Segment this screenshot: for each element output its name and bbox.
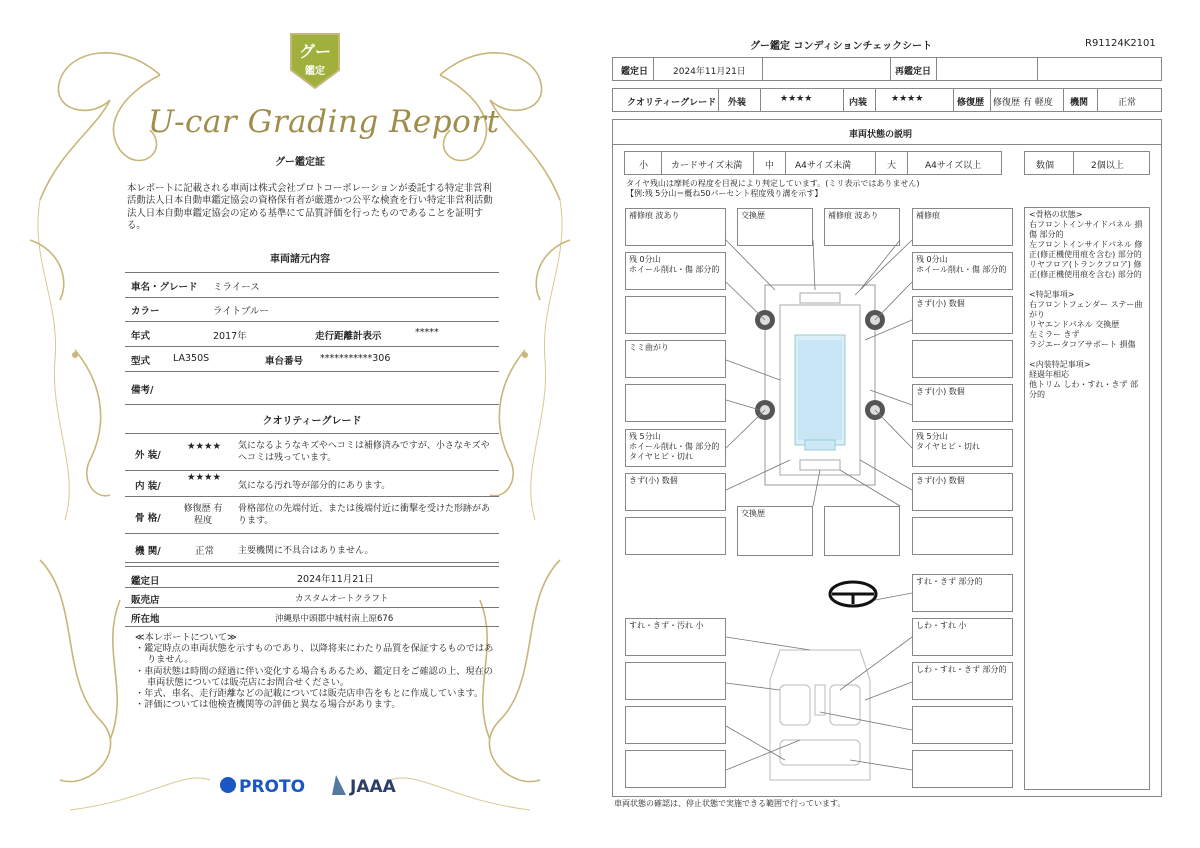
tire-note-1: タイヤ残山は摩耗の程度を目視により判定しています。(ミリ表示ではありません) xyxy=(626,179,920,188)
exterior-text: 気になるようなキズやヘコミは補修済みですが、小さなキズやヘコミは残っています。 xyxy=(238,441,490,463)
report-notes xyxy=(135,632,495,710)
footer-logos xyxy=(218,772,418,798)
damage-box: 残 0分山 ホイール削れ・傷 部分的 xyxy=(912,252,1013,290)
shop-label: 販売店 xyxy=(131,595,160,606)
spec-row-color xyxy=(125,297,499,322)
damage-box: 補修痕 xyxy=(912,208,1013,246)
report-title: U-car Grading Report xyxy=(148,104,500,140)
frame-value: 修復歴 有 程度 xyxy=(183,504,223,526)
sheet-footer: 車両状態の確認は、停止状態で実施できる範囲で行っています。 xyxy=(614,799,846,808)
damage-box: 残 0分山 ホイール削れ・傷 部分的 xyxy=(625,252,726,290)
date-value: 2024年11月21日 xyxy=(297,574,374,585)
quality-heading: クオリティーグレード xyxy=(262,416,362,427)
model-value: LA350S xyxy=(173,353,210,364)
sheet-code: R91124K2101 xyxy=(1085,38,1156,49)
mileage-value: ***** xyxy=(415,327,439,338)
damage-box: きず(小) 数個 xyxy=(912,384,1013,422)
damage-box: 交換歴 xyxy=(737,506,813,556)
svg-text:グー: グー xyxy=(298,42,332,61)
proto-logo-icon xyxy=(220,777,236,793)
size-big-desc: A4サイズ以上 xyxy=(925,161,982,171)
sheet-repair-value: 修復歴 有 軽度 xyxy=(993,98,1053,108)
quality-row-exterior xyxy=(125,433,499,471)
frame-label: 骨 格/ xyxy=(135,513,161,524)
interior-label: 内 装/ xyxy=(135,481,161,492)
damage-box: ミミ曲がり xyxy=(625,340,726,378)
tire-note-2: 【例:残 5分山＝概ね50パーセント程度残り溝を示す】 xyxy=(626,189,823,198)
info-row-address xyxy=(125,608,499,627)
quality-row-engine xyxy=(125,534,499,563)
sheet-engine-label: 機関 xyxy=(1070,98,1089,108)
side-note-line: 経過年相応 xyxy=(1029,370,1069,379)
damage-box: 交換歴 xyxy=(737,208,813,246)
sheet-quality-label: クオリティーグレード xyxy=(627,98,717,108)
spec-heading: 車両諸元内容 xyxy=(270,254,330,265)
damage-box: きず(小) 数個 xyxy=(912,296,1013,334)
side-note-line: <特記事項> xyxy=(1029,290,1075,299)
interior-text: 気になる汚れ等が部分的にあります。 xyxy=(238,481,391,491)
cert-title: グー鑑定証 xyxy=(275,157,325,168)
side-note-line: 左ミラー きず xyxy=(1029,330,1080,339)
side-note-line: 右フロントインサイドパネル 損傷 部分的 xyxy=(1029,220,1143,239)
model-label: 型式 xyxy=(131,356,151,367)
sheet-ext-label: 外装 xyxy=(728,98,747,108)
side-note-line: 他トリム しわ・すれ・きず 部分的 xyxy=(1029,380,1139,399)
shop-value: カスタムオートクラフト xyxy=(295,594,389,604)
side-note-line: ラジエータコアサポート 損傷 xyxy=(1029,340,1136,349)
year-value: 2017年 xyxy=(213,331,247,342)
date-label: 鑑定日 xyxy=(131,576,160,587)
interior-box: しわ・すれ 小 xyxy=(912,618,1013,656)
name-value: ミライース xyxy=(213,282,260,293)
damage-box: 補修痕 波あり xyxy=(824,208,900,246)
damage-box: きず(小) 数個 xyxy=(625,473,726,511)
engine-text: 主要機関に不具合はありません。 xyxy=(238,546,374,556)
sheet-date-value: 2024年11月21日 xyxy=(673,67,746,77)
note-item: ・年式、車名、走行距離などの記載については販売店申告をもとに作成しています。 xyxy=(135,688,484,700)
jaaa-logo-icon xyxy=(332,775,346,795)
engine-label: 機 関/ xyxy=(135,546,161,557)
size-small: 小 xyxy=(639,161,649,171)
goo-badge-logo xyxy=(287,30,343,92)
spec-row-remarks xyxy=(125,372,499,405)
size-mid-desc: A4サイズ未満 xyxy=(795,161,852,171)
sheet-repair-label: 修復歴 xyxy=(957,98,985,108)
svg-text:JAAA: JAAA xyxy=(350,777,396,797)
interior-box: すれ・きず・汚れ 小 xyxy=(625,618,726,656)
condition-check-sheet xyxy=(600,0,1200,848)
mileage-label: 走行距離計表示 xyxy=(315,331,382,342)
sheet-int-label: 内装 xyxy=(849,98,868,108)
sheet-ext-value: ★★★★ xyxy=(780,94,813,104)
addr-value: 沖縄県中頭郡中城村南上原676 xyxy=(275,614,394,624)
note-item: ・評価については他検査機関等の評価と異なる場合があります。 xyxy=(135,699,401,711)
year-label: 年式 xyxy=(131,331,151,342)
damage-box: 補修痕 波あり xyxy=(625,208,726,246)
quality-row-frame xyxy=(125,497,499,534)
quality-row-interior xyxy=(125,470,499,497)
size-big: 大 xyxy=(887,161,897,171)
chassis-value: ***********306 xyxy=(320,353,391,364)
side-note-line: 右フロントフェンダー ステー曲がり xyxy=(1029,300,1143,319)
side-note-line: <内装特記事項> xyxy=(1029,360,1091,369)
interior-box: しわ・すれ・きず 部分的 xyxy=(912,662,1013,700)
cert-body: 本レポートに記載される車両は株式会社プロトコーポレーションが委託する特定非営利活動法人日本自動車鑑定協会の資格保有者が厳選かつ公平な検査を行い特定非営利活動法人日本自動車鑑定協会の定める基準にて品質評価を行ったものであることを証明する。 xyxy=(127,183,493,232)
spec-row-year xyxy=(125,322,499,347)
info-row-date xyxy=(125,566,499,588)
remarks-label: 備考/ xyxy=(131,385,154,396)
frame-text: 骨格部位の先端付近、または後端付近に衝撃を受けた形跡があります。 xyxy=(238,504,491,526)
side-note-line: 左フロントインサイドパネル 修正(修正機使用痕を含む) 部分的 xyxy=(1029,240,1143,259)
count-label: 数個 xyxy=(1036,161,1055,171)
side-note-line: リヤフロア(トランクフロア) 修正(修正機使用痕を含む) 部分的 xyxy=(1029,260,1142,279)
color-label: カラー xyxy=(131,306,160,317)
exterior-stars: ★★★★ xyxy=(187,441,222,452)
info-row-shop xyxy=(125,587,499,608)
sheet-int-value: ★★★★ xyxy=(891,94,924,104)
notes-title: ≪本レポートについて≫ xyxy=(135,632,237,643)
side-note-line: <骨格の状態> xyxy=(1029,210,1083,219)
size-mid: 中 xyxy=(765,161,775,171)
damage-box: 残 5分山 タイヤヒビ・切れ xyxy=(912,429,1013,467)
interior-stars: ★★★★ xyxy=(187,472,222,483)
sheet-title: グー鑑定 コンディションチェックシート xyxy=(750,41,933,52)
damage-box: 残 5分山 ホイール削れ・傷 部分的 タイヤヒビ・切れ xyxy=(625,429,726,467)
note-item: ・鑑定時点の車両状態を示すものであり、以降将来にわたり品質を保証するものではありません。 xyxy=(135,643,494,666)
state-heading: 車両状態の説明 xyxy=(849,130,913,140)
sheet-engine-value: 正常 xyxy=(1118,98,1137,108)
side-notes xyxy=(1024,207,1150,790)
svg-text:鑑定: 鑑定 xyxy=(305,66,325,77)
svg-text:PROTO: PROTO xyxy=(239,777,306,797)
exterior-label: 外 装/ xyxy=(135,450,161,461)
color-value: ライトブルー xyxy=(213,306,270,317)
spec-row-model xyxy=(125,347,499,372)
sheet-date-label: 鑑定日 xyxy=(621,67,649,77)
redate-label: 再鑑定日 xyxy=(895,67,932,77)
addr-label: 所在地 xyxy=(131,614,160,625)
name-label: 車名・グレード xyxy=(131,282,198,293)
side-note-line: リヤエンドパネル 交換歴 xyxy=(1029,320,1120,329)
size-small-desc: カードサイズ未満 xyxy=(671,161,743,171)
chassis-label: 車台番号 xyxy=(265,356,304,367)
damage-box: きず(小) 数個 xyxy=(912,473,1013,511)
count-value: 2個以上 xyxy=(1091,161,1124,171)
interior-box: すれ・きず 部分的 xyxy=(912,574,1013,612)
spec-row-name xyxy=(125,272,499,298)
engine-value: 正常 xyxy=(195,546,215,557)
note-item: ・車両状態は時間の経過に伴い変化する場合もあるため、鑑定日をご確認の上、現在の車両状態については販売店にお問合せください。 xyxy=(135,665,493,688)
